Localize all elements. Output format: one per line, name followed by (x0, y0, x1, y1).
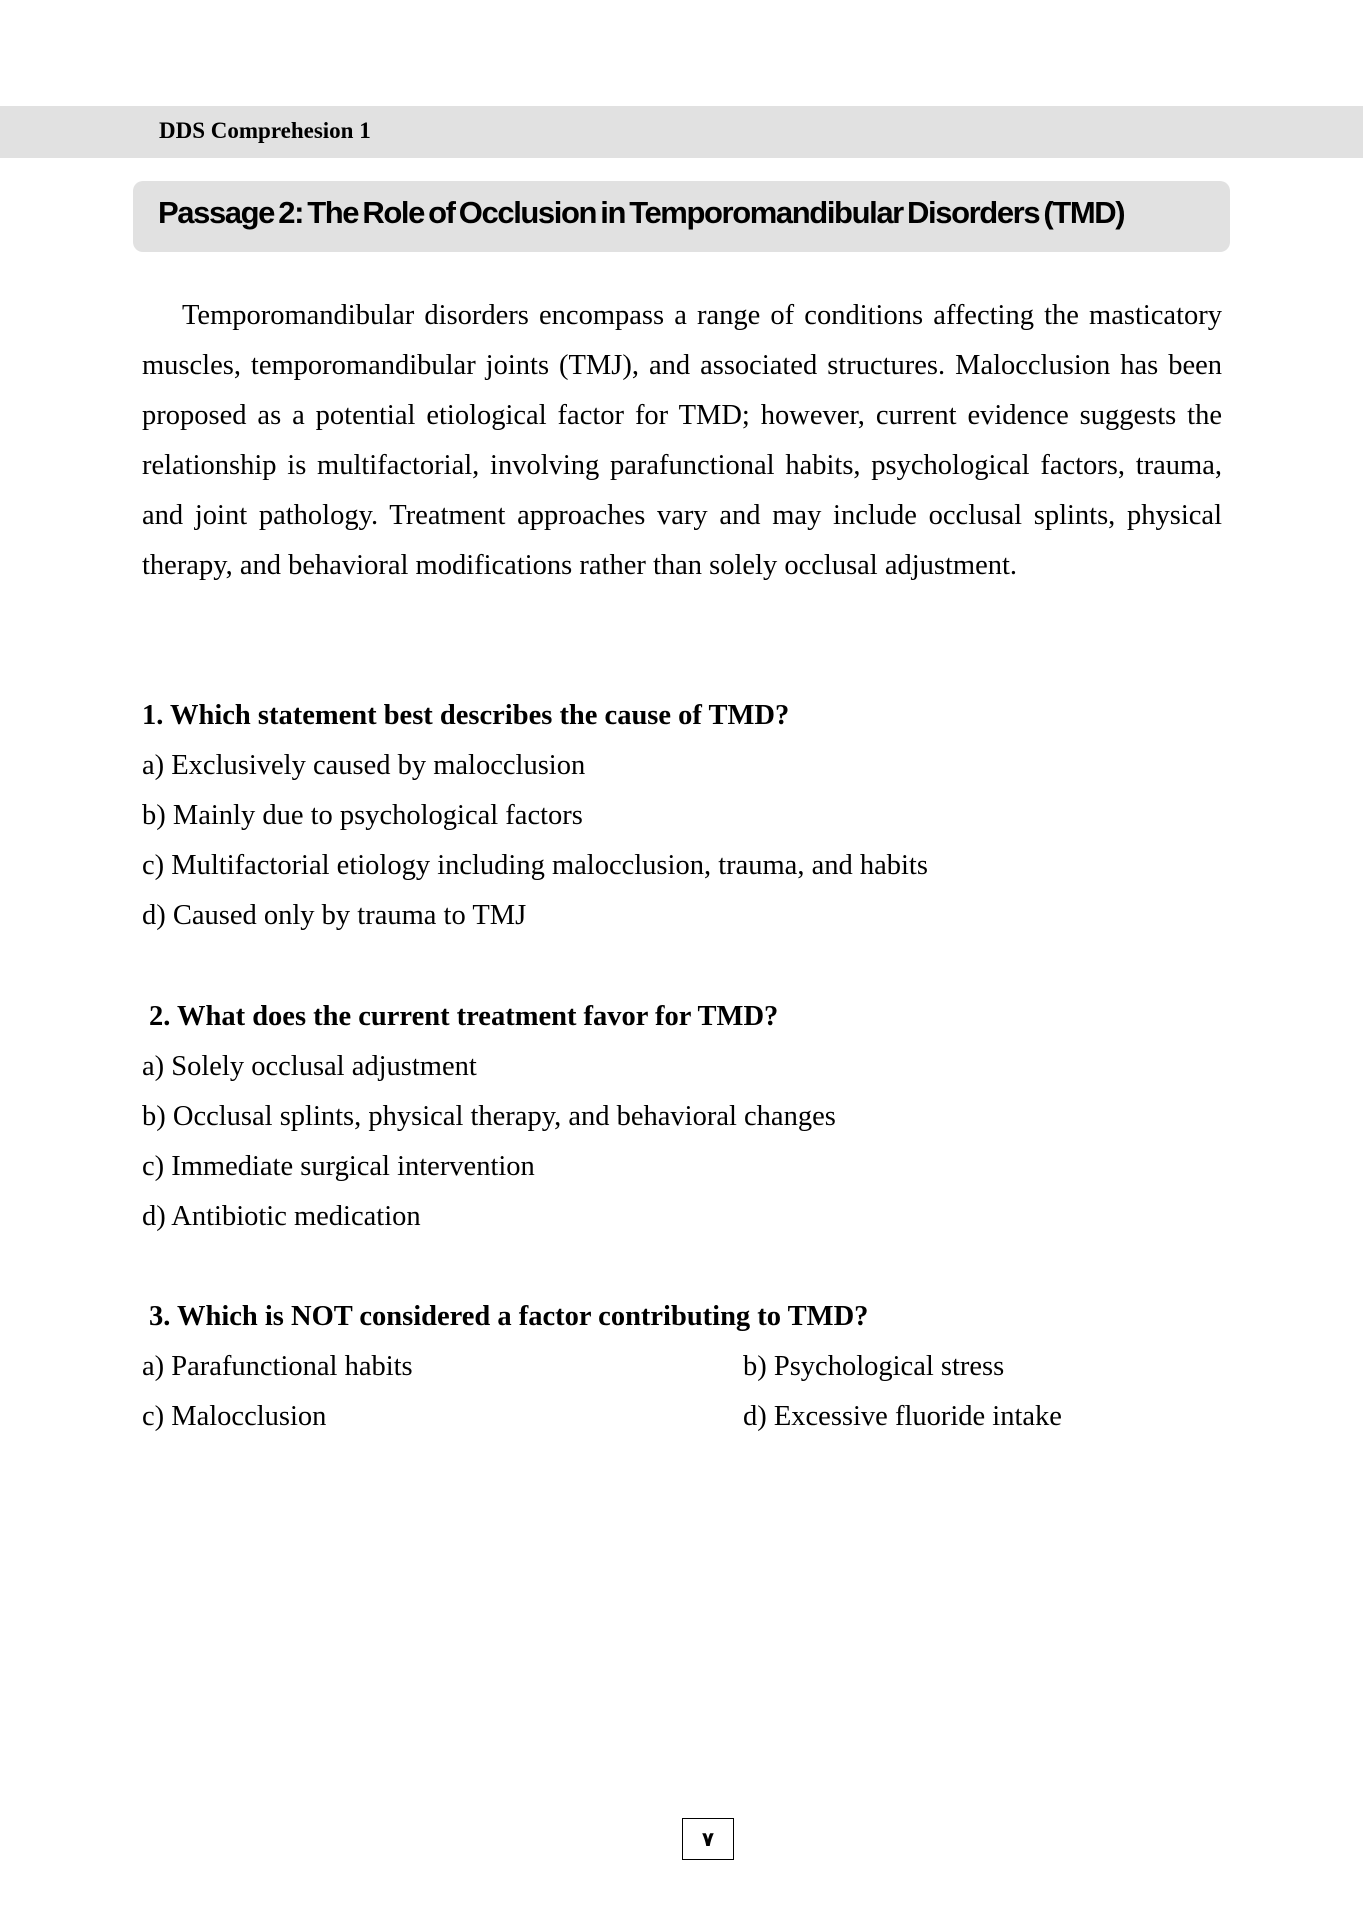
passage-title-box (133, 181, 1230, 252)
question-1 (142, 691, 1242, 941)
question-3-option-d[interactable]: d) Excessive fluoride intake (743, 1401, 1062, 1432)
question-3-option-b[interactable]: b) Psychological stress (743, 1351, 1005, 1382)
question-3-title: 3. Which is NOT considered a factor contributing to TMD? (149, 1301, 869, 1332)
question-3-options (142, 1342, 1242, 1442)
question-3-option-a[interactable]: a) Parafunctional habits (142, 1351, 413, 1382)
question-1-option-c[interactable]: c) Multifactorial etiology including malocclusion, trauma, and habits (142, 850, 928, 881)
question-2-title: 2. What does the current treatment favor for TMD? (149, 1001, 779, 1032)
passage-title: Passage 2: The Role of Occlusion in Temporomandibular Disorders (TMD) (158, 195, 1125, 230)
question-3-option-c[interactable]: c) Malocclusion (142, 1401, 327, 1432)
question-2-option-d[interactable]: d) Antibiotic medication (142, 1201, 421, 1232)
question-1-option-a[interactable]: a) Exclusively caused by malocclusion (142, 750, 586, 781)
passage-body: Temporomandibular disorders encompass a range of conditions affecting the masticatory muscles, temporomandibular joints (TMJ), and associated structures. Malocclusion has been proposed as a potential etiological factor for TMD; however, current evidence suggests the relationship is multifactorial, involving parafunctional habits, psychological factors, trauma, and joint pathology. Treatment approaches vary and may include occlusal splints, physical therapy, and behavioral modifications rather than solely occlusal adjustment. (142, 300, 1222, 581)
running-header (0, 106, 1363, 158)
question-2-option-a[interactable]: a) Solely occlusal adjustment (142, 1051, 477, 1082)
question-1-title: 1. Which statement best describes the cause of TMD? (142, 700, 790, 731)
question-3 (142, 1292, 1242, 1442)
question-1-option-b[interactable]: b) Mainly due to psychological factors (142, 800, 583, 831)
question-1-option-d[interactable]: d) Caused only by trauma to TMJ (142, 900, 527, 931)
page-number: ٧ (682, 1818, 734, 1860)
question-2-option-b[interactable]: b) Occlusal splints, physical therapy, and behavioral changes (142, 1101, 836, 1132)
question-2 (142, 992, 1242, 1242)
question-2-option-c[interactable]: c) Immediate surgical intervention (142, 1151, 535, 1182)
running-title: DDS Comprehesion 1 (159, 118, 371, 143)
